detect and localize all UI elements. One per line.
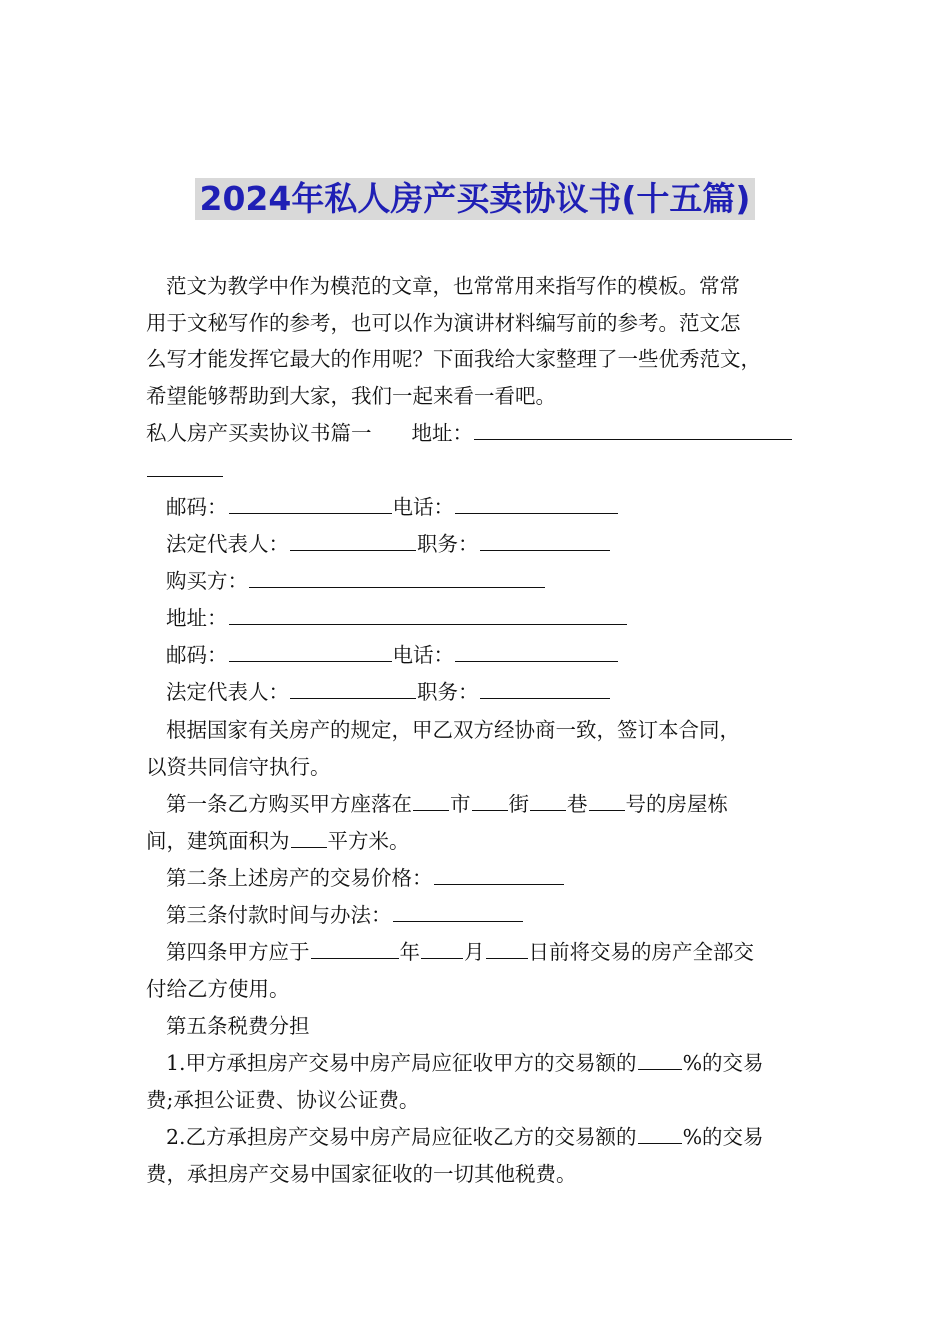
article-3-line — [166, 901, 524, 929]
month-blank[interactable] — [421, 938, 463, 959]
lane-label: 巷 — [567, 792, 588, 816]
buyer-phone-blank[interactable] — [455, 641, 618, 662]
address-blank[interactable] — [474, 419, 792, 440]
item-1-line-1 — [166, 1049, 764, 1077]
item-1-line-2: 费;承担公证费、协议公证费。 — [146, 1088, 420, 1112]
item-2-percent-label: %的交易 — [682, 1125, 764, 1149]
day-label: 日前将交易的房产全部交 — [528, 940, 754, 964]
seller-contact-line — [166, 493, 619, 521]
title-container — [0, 178, 950, 220]
year-label: 年 — [399, 940, 420, 964]
document-title: 2024年私人房产买卖协议书(十五篇) — [195, 178, 754, 220]
article-1-line-1 — [166, 790, 728, 818]
basis-line-1: 根据国家有关房产的规定，甲乙双方经协商一致，签订本合同， — [166, 718, 740, 742]
item-1-percent-blank[interactable] — [638, 1049, 682, 1070]
buyer-label: 购买方： — [166, 569, 248, 593]
buyer-address-blank[interactable] — [229, 604, 627, 625]
postcode-label: 邮码： — [166, 495, 228, 519]
street-label: 街 — [508, 792, 529, 816]
day-blank[interactable] — [486, 938, 528, 959]
item-1-text: 1.甲方承担房产交易中房产局应征收甲方的交易额的 — [166, 1051, 637, 1075]
buyer-contact-line — [166, 641, 619, 669]
buyer-legal-rep-blank[interactable] — [290, 678, 416, 699]
postcode-blank[interactable] — [229, 493, 392, 514]
number-blank[interactable] — [589, 790, 625, 811]
area-text: 间，建筑面积为 — [146, 829, 290, 853]
buyer-phone-label: 电话： — [392, 643, 454, 667]
intro-line-4: 希望能够帮助到大家，我们一起来看一看吧。 — [146, 384, 556, 408]
position-label: 职务： — [417, 532, 479, 556]
article-3-text: 第三条付款时间与办法： — [166, 903, 392, 927]
item-2-percent-blank[interactable] — [638, 1123, 682, 1144]
article-4-line-2: 付给乙方使用。 — [146, 977, 290, 1001]
city-label: 市 — [450, 792, 471, 816]
buyer-blank[interactable] — [249, 567, 545, 588]
lane-blank[interactable] — [530, 790, 566, 811]
section-heading: 私人房产买卖协议书篇一 — [146, 421, 372, 445]
seller-rep-line — [166, 530, 611, 558]
address-continuation — [146, 456, 224, 484]
price-blank[interactable] — [434, 864, 564, 885]
buyer-postcode-label: 邮码： — [166, 643, 228, 667]
article-1-line-2 — [146, 827, 410, 855]
city-blank[interactable] — [413, 790, 449, 811]
address-blank-continued[interactable] — [147, 456, 223, 477]
item-2-line-1 — [166, 1123, 764, 1151]
street-blank[interactable] — [472, 790, 508, 811]
article-4-text: 第四条甲方应于 — [166, 940, 310, 964]
legal-rep-label: 法定代表人： — [166, 532, 289, 556]
intro-line-1: 范文为教学中作为模范的文章，也常常用来指写作的模板。常常 — [166, 274, 740, 298]
buyer-legal-rep-label: 法定代表人： — [166, 680, 289, 704]
position-blank[interactable] — [480, 530, 610, 551]
payment-blank[interactable] — [393, 901, 523, 922]
item-1-percent-label: %的交易 — [682, 1051, 764, 1075]
buyer-rep-line — [166, 678, 611, 706]
basis-line-2: 以资共同信守执行。 — [146, 755, 331, 779]
buyer-address-line — [166, 604, 628, 632]
buyer-address-label: 地址： — [166, 606, 228, 630]
month-label: 月 — [464, 940, 485, 964]
article-5-line: 第五条税费分担 — [166, 1014, 310, 1038]
sqm-label: 平方米。 — [327, 829, 410, 853]
legal-rep-blank[interactable] — [290, 530, 416, 551]
article-4-line-1 — [166, 938, 754, 966]
address-label: 地址： — [411, 421, 473, 445]
buyer-line — [166, 567, 546, 595]
phone-blank[interactable] — [455, 493, 618, 514]
buyer-postcode-blank[interactable] — [229, 641, 392, 662]
intro-line-3: 么写才能发挥它最大的作用呢？下面我给大家整理了一些优秀范文， — [146, 347, 761, 371]
buyer-position-blank[interactable] — [480, 678, 610, 699]
number-label: 号的房屋栋 — [625, 792, 728, 816]
item-2-line-2: 费，承担房产交易中国家征收的一切其他税费。 — [146, 1162, 577, 1186]
article-1-text: 第一条乙方购买甲方座落在 — [166, 792, 412, 816]
article-2-line — [166, 864, 565, 892]
phone-label: 电话： — [392, 495, 454, 519]
intro-line-2: 用于文秘写作的参考，也可以作为演讲材料编写前的参考。范文怎 — [146, 311, 741, 335]
item-2-text: 2.乙方承担房产交易中房产局应征收乙方的交易额的 — [166, 1125, 637, 1149]
buyer-position-label: 职务： — [417, 680, 479, 704]
article-2-text: 第二条上述房产的交易价格： — [166, 866, 433, 890]
seller-address-line — [146, 419, 793, 447]
area-blank[interactable] — [291, 827, 327, 848]
year-blank[interactable] — [311, 938, 399, 959]
